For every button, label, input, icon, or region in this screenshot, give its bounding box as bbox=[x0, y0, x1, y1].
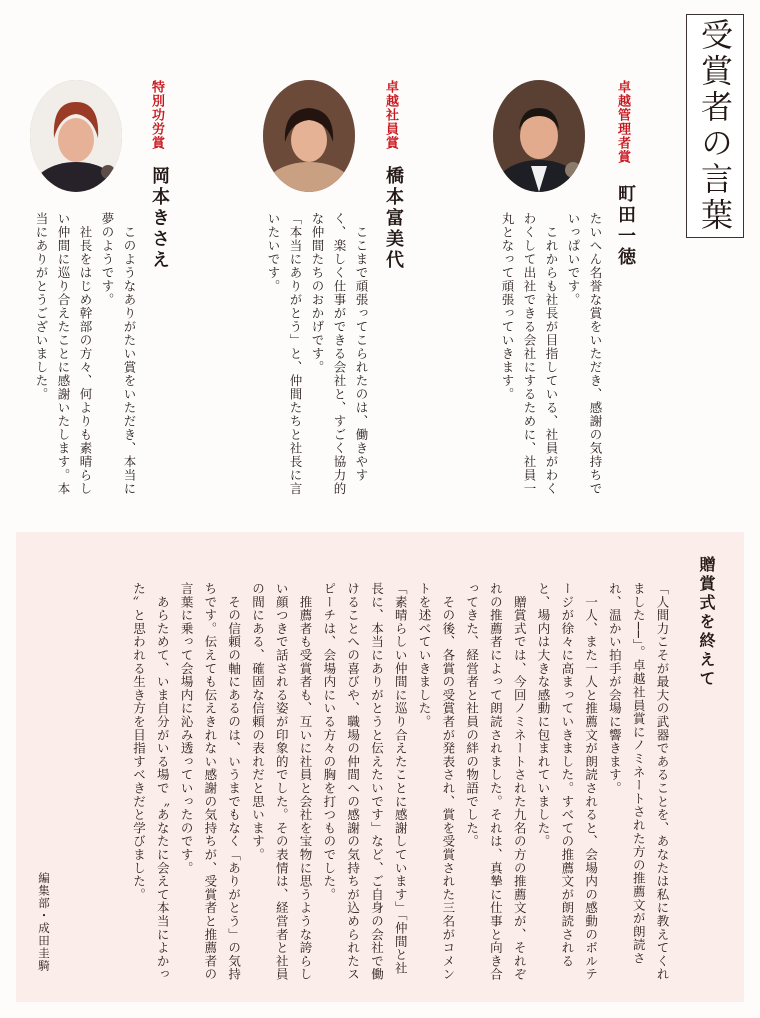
awardee-name-2: 橋本富美代 bbox=[383, 166, 404, 271]
article-paragraph: 贈賞式では、今回ノミネートされた九名の方の推薦文が、それぞれの推薦者によって朗読されました。それは、真摯に仕事と向き合ってきた、経営者と社員の絆の物語でした。 bbox=[464, 582, 528, 981]
award-label-2: 卓越社員賞 bbox=[383, 80, 398, 150]
article-panel bbox=[16, 532, 744, 1002]
article-credit: 編集部・成田圭騎 bbox=[37, 872, 51, 972]
portrait-image bbox=[30, 80, 122, 192]
awardee-comment-1 bbox=[476, 212, 606, 502]
awardee-comment-3 bbox=[14, 212, 140, 502]
article-paragraph: 一人、また一人と推薦文が朗読されると、会場内の感動のボルテージが徐々に高まっていきました。すべての推薦文が朗読されると、場内は大きな感動に包まれていました。 bbox=[536, 582, 599, 981]
portrait-image bbox=[493, 80, 585, 192]
article-body bbox=[70, 582, 674, 982]
page-title-box bbox=[686, 14, 744, 238]
article-paragraph: その後、各賞の受賞者が発表され、賞を受賞された三名がコメントを述べていきました。 bbox=[417, 582, 456, 981]
article-paragraph: 「人間力こそが最大の武器であることを、あなたは私に教えてくれました──」。卓越社員賞にノミネートされた方の推薦文が朗読され、温かい拍手が会場に響きます。 bbox=[607, 582, 670, 981]
comment-paragraph: このようなありがたい賞をいただき、本当に夢のようです。 bbox=[100, 212, 137, 496]
article-paragraph: 推薦者も受賞者も、互いに社員と会社を宝物に思うような誇らしい顔つきで話される姿が印象的でした。その表情は、経営者と社員の間にある、確固な信頼の表れだと思います。 bbox=[250, 582, 314, 981]
awardee-photo-3 bbox=[30, 80, 122, 192]
article-heading: 贈賞式を終えて bbox=[697, 556, 716, 689]
comment-paragraph: たいへん名誉な賞をいただき、感謝の気持ちでいっぱいです。 bbox=[566, 212, 603, 496]
awardee-photo-2 bbox=[263, 80, 355, 192]
awardee-name-1: 町田一徳 bbox=[615, 184, 636, 268]
article-paragraph: その信頼の軸にあるのは、いうまでもなく「ありがとう」の気持ちです。伝えても伝えきれない感謝の気持ちが、受賞者と推薦者の言葉に乗って会場内に沁み透っていったのです。 bbox=[179, 582, 242, 981]
awardee-name-3: 岡本きさえ bbox=[149, 166, 170, 271]
page-title: 受賞者の言葉 bbox=[696, 18, 734, 234]
portrait-image bbox=[263, 80, 355, 192]
awardee-comment-2 bbox=[248, 212, 372, 502]
comment-paragraph: これからも社長が目指している、社員がわくわくして出社できる会社にするために、社員一丸となって頑張っていきます。 bbox=[500, 212, 559, 496]
comment-paragraph: 社長をはじめ幹部の方々、何よりも素晴らしい仲間に巡り合えたことに感謝いたします。本当にありがとうございました。 bbox=[34, 212, 93, 496]
award-label-3: 特別功労賞 bbox=[149, 80, 164, 150]
article-paragraph: あらためて、いま自分がいる場で〝あなたに会えて本当によかった〟と思われる生き方を目指すべきだと学びました。 bbox=[131, 582, 171, 981]
award-label-1: 卓越管理者賞 bbox=[615, 80, 630, 164]
article-paragraph: 「素晴らしい仲間に巡り合えたことに感謝しています」「仲間と社長に、本当にありがとうと伝えたいです」など、ご自身の会社で働けることへの喜びや、職場の仲間への感謝の気持ちが込められたスピーチは、会場内にいる方々の胸を打つものでした。 bbox=[321, 582, 409, 981]
awardee-photo-1 bbox=[493, 80, 585, 192]
comment-paragraph: ここまで頑張ってこられたのは、働きやすく、楽しく仕事ができる会社と、すごく協力的な仲間たちのおかげです。 bbox=[310, 212, 369, 496]
comment-paragraph: 「本当にありがとう」と、仲間たちと社長に言いたいです。 bbox=[266, 212, 303, 496]
